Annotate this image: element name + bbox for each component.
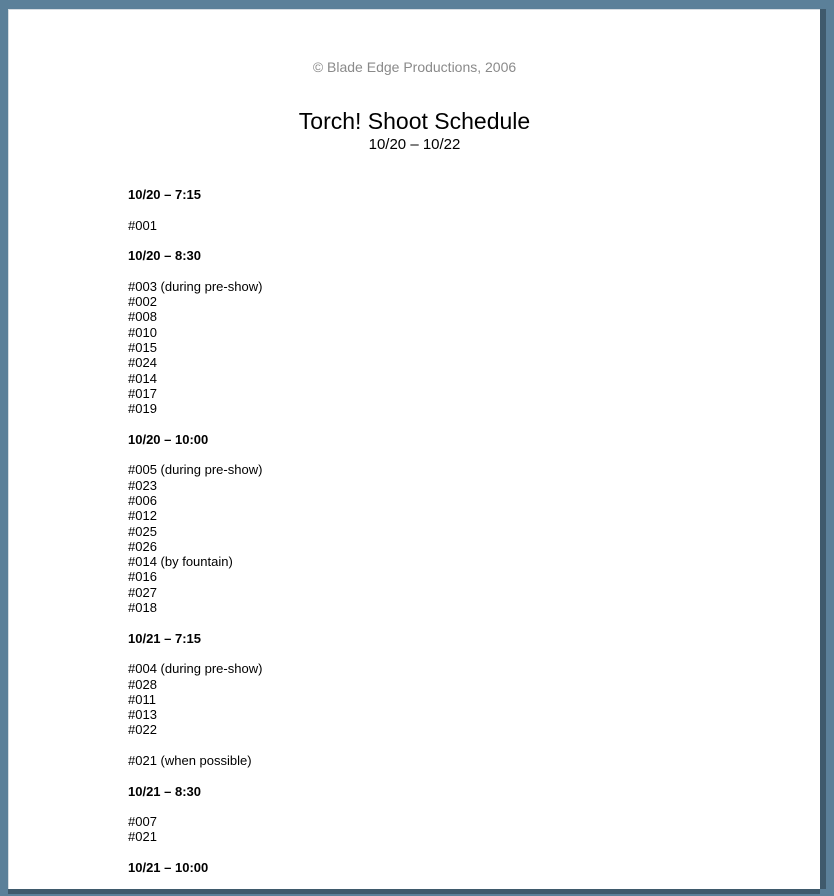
schedule-session — [128, 248, 728, 432]
spacer — [128, 447, 728, 462]
shot-item: #027 — [128, 584, 157, 600]
shot-item: #021 (when possible) — [128, 752, 252, 768]
spacer — [128, 263, 728, 278]
shot-item: #018 — [128, 600, 157, 616]
copyright-notice: © Blade Edge Productions, 2006 — [312, 59, 517, 75]
shot-item: #019 — [128, 401, 157, 417]
schedule-list — [128, 187, 728, 875]
shot-item: #008 — [128, 309, 157, 325]
document-subtitle: 10/20 – 10/22 — [368, 136, 461, 153]
shot-item: #007 — [128, 814, 157, 830]
spacer — [128, 845, 728, 860]
shot-item: #025 — [128, 523, 157, 539]
schedule-session — [128, 432, 728, 631]
schedule-session — [128, 187, 728, 248]
shot-item: #026 — [128, 538, 157, 554]
shot-item: #024 — [128, 355, 157, 371]
document-title: Torch! Shoot Schedule — [298, 108, 531, 134]
shot-item: #012 — [128, 508, 157, 524]
shot-item: #002 — [128, 294, 157, 310]
spacer — [128, 799, 728, 814]
schedule-session — [128, 784, 728, 860]
shot-item: #003 (during pre-show) — [128, 278, 263, 294]
shot-item: #011 — [128, 691, 156, 707]
shot-item: #021 — [128, 829, 157, 845]
document-page — [8, 9, 820, 889]
shot-item: #017 — [128, 385, 157, 401]
session-heading: 10/21 – 8:30 — [128, 783, 202, 799]
shot-item: #023 — [128, 477, 157, 493]
session-heading: 10/20 – 8:30 — [128, 248, 202, 264]
spacer — [128, 646, 728, 661]
spacer — [128, 416, 728, 431]
schedule-session — [128, 631, 728, 784]
session-heading: 10/21 – 7:15 — [128, 630, 202, 646]
shot-item: #013 — [128, 707, 157, 723]
shot-item: #022 — [128, 722, 157, 738]
shot-item: #006 — [128, 492, 157, 508]
schedule-session — [128, 860, 728, 875]
spacer — [128, 233, 728, 248]
session-heading: 10/20 – 7:15 — [128, 187, 202, 202]
spacer — [128, 202, 728, 217]
shot-item: #001 — [128, 217, 157, 233]
shot-item: #014 — [128, 370, 157, 386]
session-heading: 10/20 – 10:00 — [128, 431, 209, 447]
shot-item: #004 (during pre-show) — [128, 661, 263, 677]
spacer — [128, 738, 728, 753]
session-heading: 10/21 – 10:00 — [128, 860, 209, 876]
shot-item: #016 — [128, 569, 157, 585]
shot-item: #014 (by fountain) — [128, 554, 233, 570]
shot-item: #015 — [128, 339, 157, 355]
shot-item: #005 (during pre-show) — [128, 462, 263, 478]
spacer — [128, 768, 728, 783]
spacer — [128, 615, 728, 630]
shot-item: #028 — [128, 676, 157, 692]
shot-item: #010 — [128, 324, 157, 340]
